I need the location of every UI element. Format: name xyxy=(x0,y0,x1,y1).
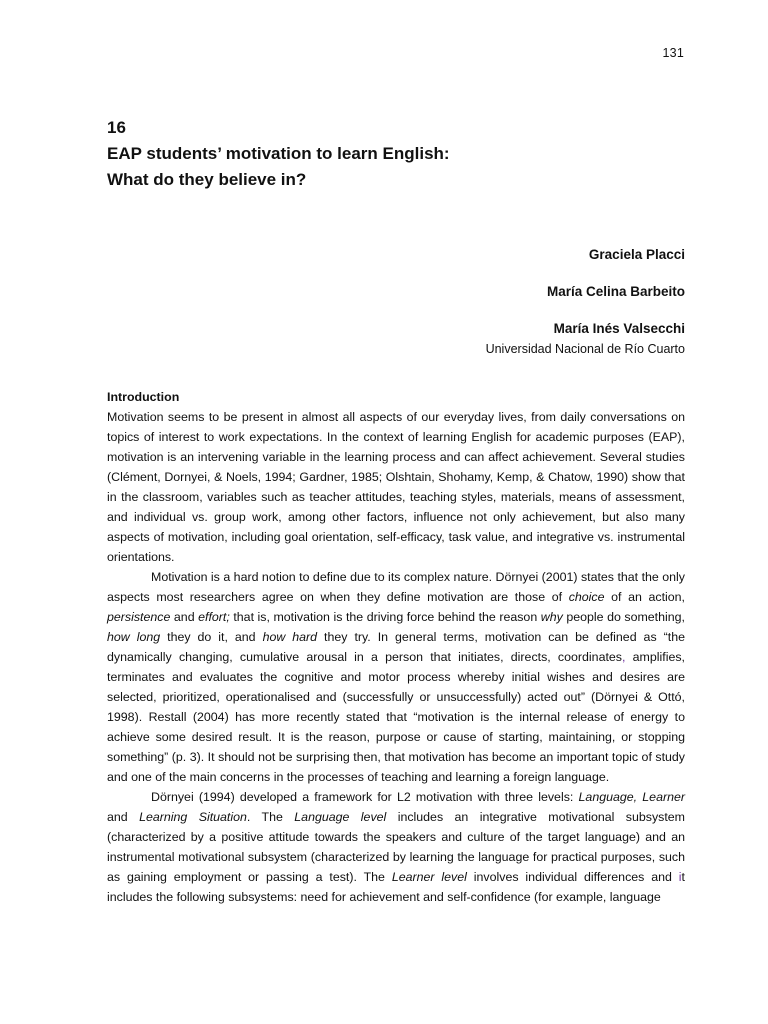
emphasis-text: persistence xyxy=(107,610,171,624)
paragraph-text: and xyxy=(107,810,140,824)
chapter-title xyxy=(107,115,450,193)
paragraph-text: that is, motivation is the driving force behind the reason xyxy=(229,610,541,624)
paragraph-text: amplifies, terminates and evaluates the cognitive and motor process whereby initial wishes and desires are selected, prioritized, operationalised and (successfully or unsuccessfully) acted out” (Dörnyei & Ottó, 1998). Restall (2004) has more recently stated that “motivation is the internal release of energy to achieve some desired result. It is the reason, purpose or cause of starting, maintaining, or stopping something” (p. 3). It should not be surprising then, that motivation has become an important topic of study and one of the main concerns in the processes of teaching and learning a foreign language. xyxy=(107,650,685,784)
chapter-title-line-1: EAP students’ motivation to learn English: xyxy=(107,144,450,163)
article-body xyxy=(107,387,685,907)
paragraph-text: they do it, and xyxy=(160,630,263,644)
emphasis-text: why xyxy=(540,610,563,624)
author-affiliation: Universidad Nacional de Río Cuarto xyxy=(485,342,685,356)
paragraph-2 xyxy=(107,567,685,787)
paragraph-text: and xyxy=(170,610,199,624)
paragraph-text: they try. In general terms, motivation can be defined as “the dynamically changing, cumulative arousal in a person that initiates, directs, coordinates xyxy=(107,630,685,664)
emphasis-text: Language, Learner xyxy=(578,790,685,804)
highlighted-character: , xyxy=(622,650,626,664)
author-name: Graciela Placci xyxy=(588,247,685,262)
emphasis-text: Learner level xyxy=(391,870,467,884)
paragraph-text: includes an integrative motivational subsystem (characterized by a positive attitude towards the speakers and culture of the target language) and an instrumental motivational subsystem (characterized by learning the language for practical purposes, such as gaining employment or passing a test). The xyxy=(107,810,685,884)
emphasis-text: effort; xyxy=(198,610,230,624)
emphasis-text: Learning Situation xyxy=(139,810,247,824)
emphasis-text: Language level xyxy=(294,810,387,824)
author-name: María Inés Valsecchi xyxy=(553,321,685,336)
paragraph-text: Dörnyei (1994) developed a framework for L2 motivation with three levels: xyxy=(151,790,579,804)
paragraph-1: Motivation seems to be present in almost all aspects of our everyday lives, from daily conversations on topics of interest to work expectations. In the context of learning English for academic purposes (EAP), motivation is an intervening variable in the learning process and can affect achievement. Several studies (Clément, Dornyei, & Noels, 1994; Gardner, 1985; Olshtain, Shohamy, Kemp, & Chatow, 1990) show that in the classroom, variables such as teacher attitudes, teaching styles, materials, means of assessment, and individual vs. group work, among other factors, influence not only achievement, but also many aspects of motivation, including goal orientation, self-efficacy, task value, and integrative vs. instrumental orientations. xyxy=(107,410,685,564)
emphasis-text: choice xyxy=(568,590,605,604)
author-name: María Celina Barbeito xyxy=(546,284,685,299)
chapter-number: 16 xyxy=(107,118,126,137)
page-number: 131 xyxy=(662,46,684,60)
emphasis-text: how hard xyxy=(262,630,318,644)
paragraph-text: of an action, xyxy=(604,590,685,604)
paragraph-3 xyxy=(107,787,685,907)
paragraph-text: t includes the following subsystems: need for achievement and self-confidence (for example, language xyxy=(107,870,685,904)
paragraph-text: . The xyxy=(246,810,295,824)
author-block xyxy=(486,245,685,359)
chapter-title-line-2: What do they believe in? xyxy=(107,170,307,189)
emphasis-text: how long xyxy=(107,630,161,644)
highlighted-character: i xyxy=(678,870,682,884)
paragraph-text: Motivation is a hard notion to define due to its complex nature. Dörnyei (2001) states that the only aspects most researchers agree on when they define motivation are those of xyxy=(107,570,685,604)
paragraph-text: people do something, xyxy=(562,610,685,624)
section-heading: Introduction xyxy=(107,390,180,404)
paragraph-text: involves individual differences and xyxy=(466,870,679,884)
